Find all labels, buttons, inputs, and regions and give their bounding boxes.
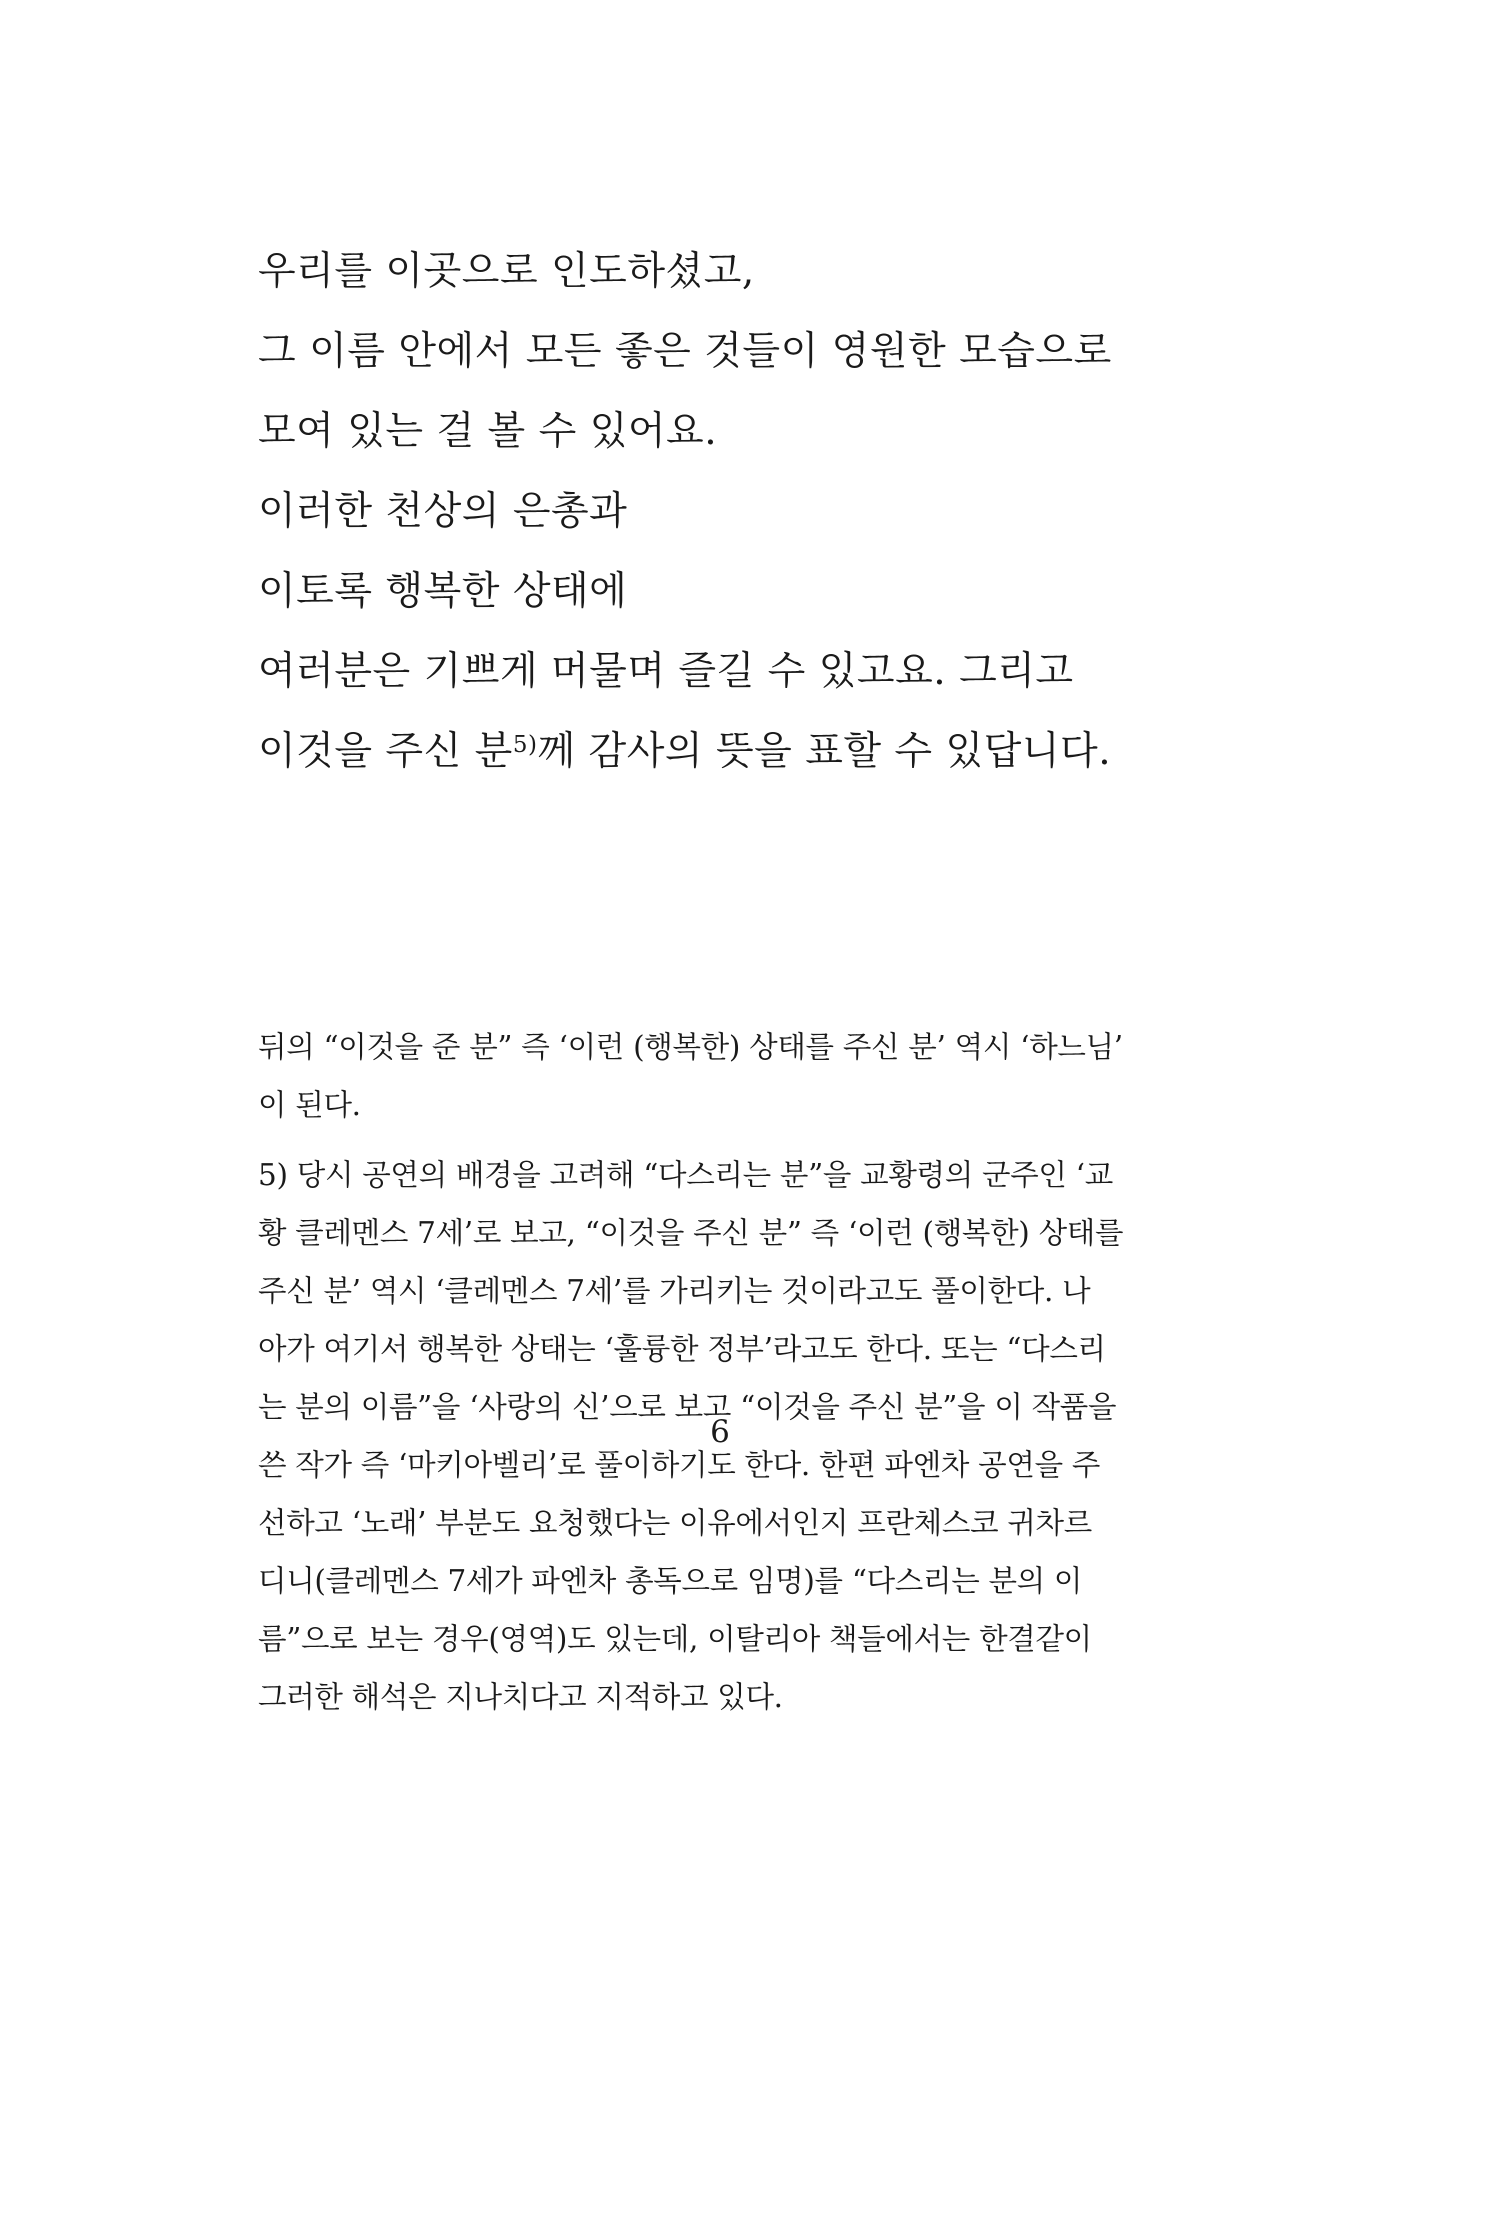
verse-line: 모여 있는 걸 볼 수 있어요. xyxy=(258,409,718,454)
footnotes-block xyxy=(258,1018,1198,1726)
footnote-5-line: 쓴 작가 즉 ‘마키아벨리’로 풀이하기도 한다. 한편 파엔차 공연을 주 xyxy=(258,1448,1101,1482)
verse-line: 우리를 이곳으로 인도하셨고, xyxy=(258,249,755,294)
footnote-5-line: 그러한 해석은 지나치다고 지적하고 있다. xyxy=(258,1680,783,1714)
verse-text: 이것을 주신 분 xyxy=(258,729,513,774)
verse-line: 이토록 행복한 상태에 xyxy=(258,569,628,614)
page-number: 6 xyxy=(710,1414,730,1450)
footnote-continued-line: 뒤의 “이것을 준 분” 즉 ‘이런 (행복한) 상태를 주신 분’ 역시 ‘하느님’ xyxy=(258,1030,1123,1064)
footnote-5-line: 아가 여기서 행복한 상태는 ‘훌륭한 정부’라고도 한다. 또는 “다스리 xyxy=(258,1332,1106,1366)
verse-line: 이러한 천상의 은총과 xyxy=(258,489,628,534)
footnote-5-line: 황 클레멘스 7세’로 보고, “이것을 주신 분” 즉 ‘이런 (행복한) 상태를 xyxy=(258,1216,1124,1250)
footnote-5-line: 는 분의 이름”을 ‘사랑의 신’으로 보고 “이것을 주신 분”을 이 작품을 xyxy=(258,1390,1117,1424)
footnote-5-line: 주신 분’ 역시 ‘클레멘스 7세’를 가리키는 것이라고도 풀이한다. 나 xyxy=(258,1274,1091,1308)
footnote-continued-line: 이 된다. xyxy=(258,1088,361,1122)
verse-text: 께 감사의 뜻을 표할 수 있답니다. xyxy=(537,729,1112,774)
footnote-5-line: 디니(클레멘스 7세가 파엔차 총독으로 임명)를 “다스리는 분의 이 xyxy=(258,1564,1083,1598)
footnote-spacer xyxy=(258,1134,1198,1146)
footnote-5-line: 름”으로 보는 경우(영역)도 있는데, 이탈리아 책들에서는 한결같이 xyxy=(258,1622,1092,1656)
verse-line: 그 이름 안에서 모든 좋은 것들이 영원한 모습으로 xyxy=(258,329,1112,374)
verse-line: 여러분은 기쁘게 머물며 즐길 수 있고요. 그리고 xyxy=(258,649,1074,694)
verse-block xyxy=(258,232,1278,792)
footnote-5-line: 선하고 ‘노래’ 부분도 요청했다는 이유에서인지 프란체스코 귀차르 xyxy=(258,1506,1092,1540)
verse-line-with-footnote xyxy=(258,712,1278,792)
footnote-5-line: 5) 당시 공연의 배경을 고려해 “다스리는 분”을 교황령의 군주인 ‘교 xyxy=(258,1158,1113,1192)
footnote-reference: 5) xyxy=(512,732,538,758)
